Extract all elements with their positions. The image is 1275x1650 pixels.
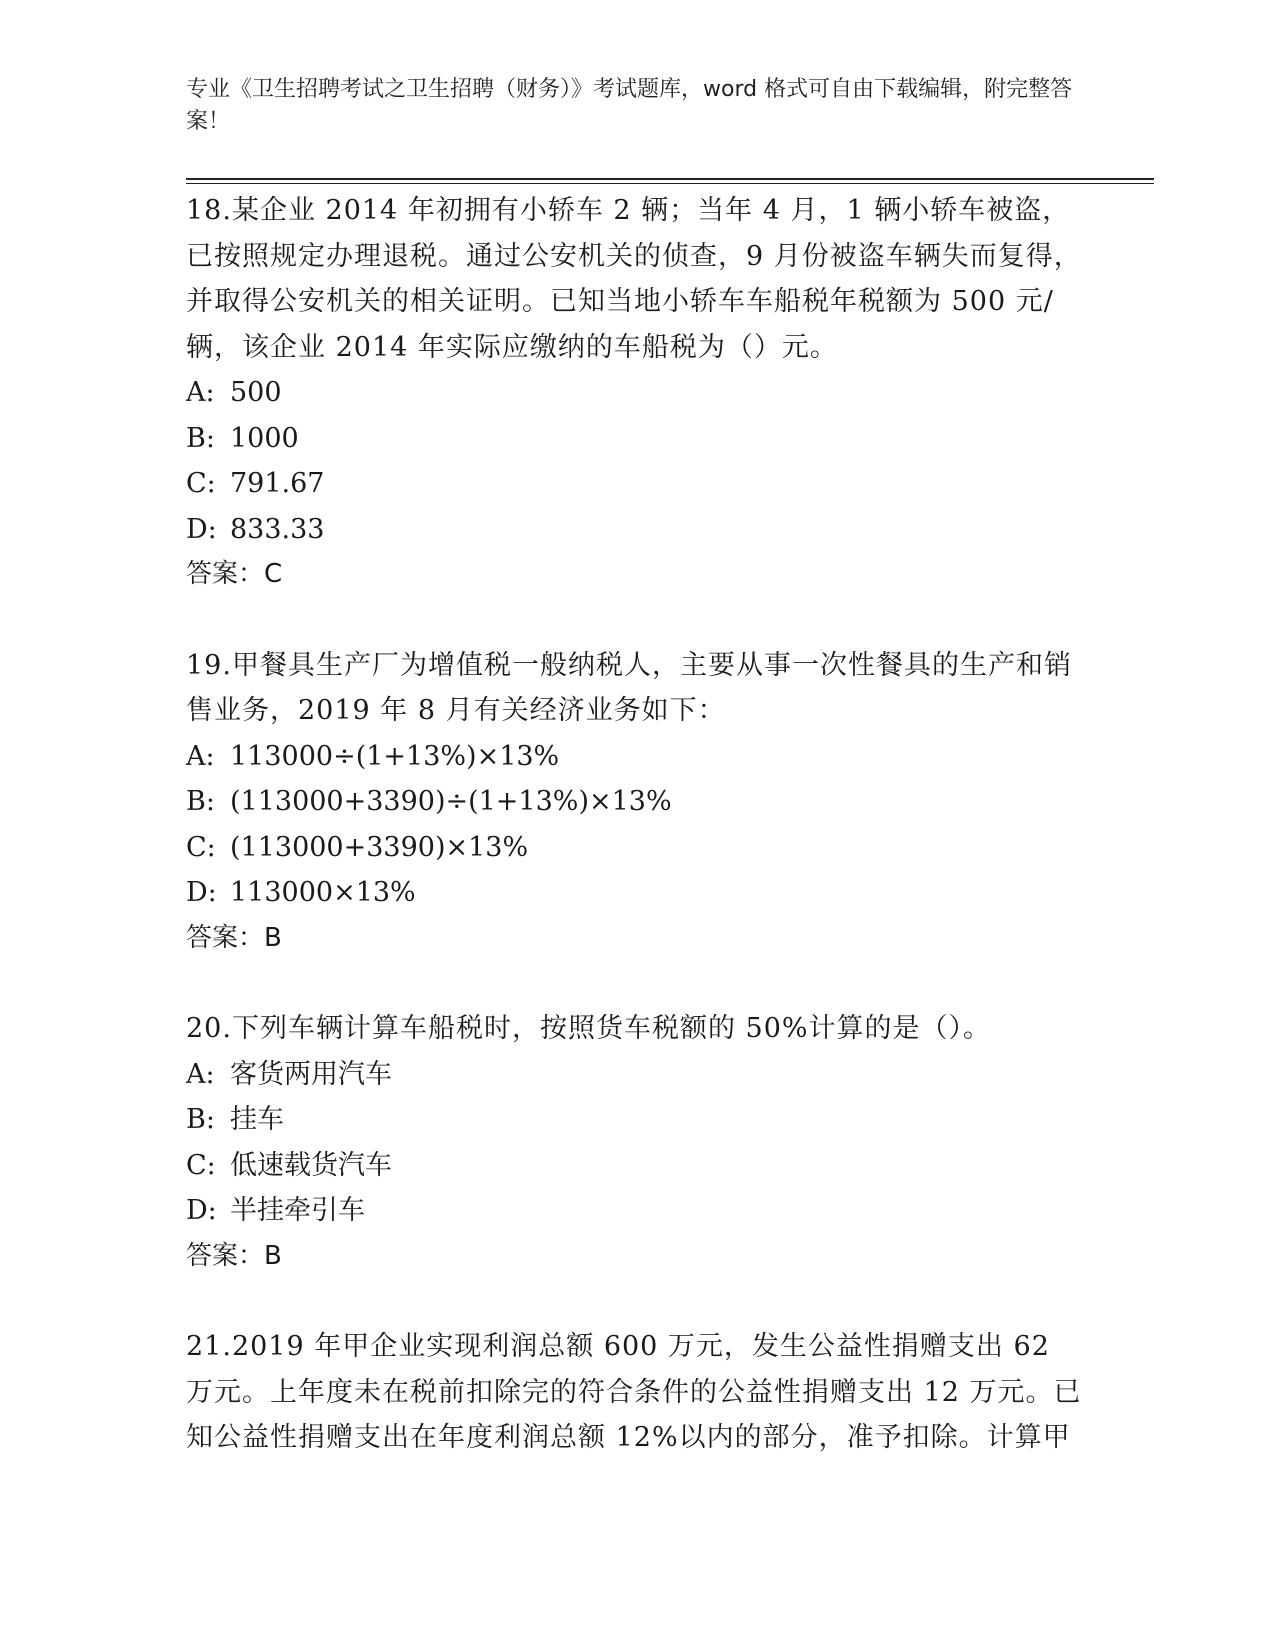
question-stem: 18.某企业 2014 年初拥有小轿车 2 辆；当年 4 月，1 辆小轿车被盗，已按照规定办理退税。通过公安机关的侦查，9 月份被盗车辆失而复得，并取得公安机关的相关证明。已知当地小轿车车船税年税额为 500 元/辆，该企业 2014 年实际应缴纳的车船税为（）元。 [186,195,1082,363]
question-stem: 19.甲餐具生产厂为增值税一般纳税人，主要从事一次性餐具的生产和销售业务，2019 年 8 月有关经济业务如下： [186,649,1072,726]
option-text: 833.33 [230,513,325,545]
option-key: C: [186,1149,216,1181]
option-key: C: [186,468,216,499]
answer: 答案：B [186,922,282,953]
answer: 答案：C [186,559,283,589]
option-key: A: [186,1058,215,1090]
option-key: D: [186,1195,217,1226]
option-key: B: [186,786,215,817]
option-a [186,370,1086,416]
option-d [186,1188,1086,1234]
option-text: 113000×13% [230,877,416,908]
option-key: C: [186,831,216,863]
header-divider-thick [186,178,1154,180]
question-18 [186,188,1086,598]
question-list [186,188,1086,1461]
question-stem: 21.2019 年甲企业实现利润总额 600 万元，发生公益性捐赠支出 62 万元。上年度未在税前扣除完的符合条件的公益性捐赠支出 12 万元。已知公益性捐赠支出在年度利润总额 12%以内的部分，准予扣除。计算甲 [186,1331,1082,1453]
option-text: 113000÷(1+13%)×13% [230,740,560,772]
option-text: (113000+3390)×13% [230,831,529,863]
document-header: 专业《卫生招聘考试之卫生招聘（财务）》考试题库，word 格式可自由下载编辑，附完整答案！ [186,77,1073,134]
option-key: A: [186,377,215,408]
option-text: 挂车 [230,1104,284,1135]
option-c [186,1143,1086,1189]
question-21 [186,1324,1086,1461]
option-b [186,1097,1086,1143]
option-b [186,779,1086,825]
option-key: D: [186,877,217,908]
question-19 [186,643,1086,962]
option-text: 1000 [230,422,299,454]
option-key: B: [186,1104,215,1135]
option-a [186,734,1086,780]
question-20 [186,1006,1086,1279]
option-d [186,870,1086,916]
option-text: 791.67 [230,468,325,499]
question-stem: 20.下列车辆计算车船税时，按照货车税额的 50%计算的是（）。 [186,1013,992,1044]
option-c [186,461,1086,507]
option-text: (113000+3390)÷(1+13%)×13% [230,786,672,817]
option-c [186,825,1086,871]
option-key: D: [186,513,217,545]
option-text: 500 [230,377,282,408]
option-text: 半挂牵引车 [230,1195,365,1226]
option-text: 客货两用汽车 [230,1058,392,1090]
option-a [186,1052,1086,1098]
header-divider-thin [186,183,1154,184]
option-text: 低速载货汽车 [230,1149,392,1181]
answer: 答案：B [186,1240,282,1271]
option-b [186,416,1086,462]
option-key: B: [186,422,215,454]
option-d [186,507,1086,553]
option-key: A: [186,740,215,772]
